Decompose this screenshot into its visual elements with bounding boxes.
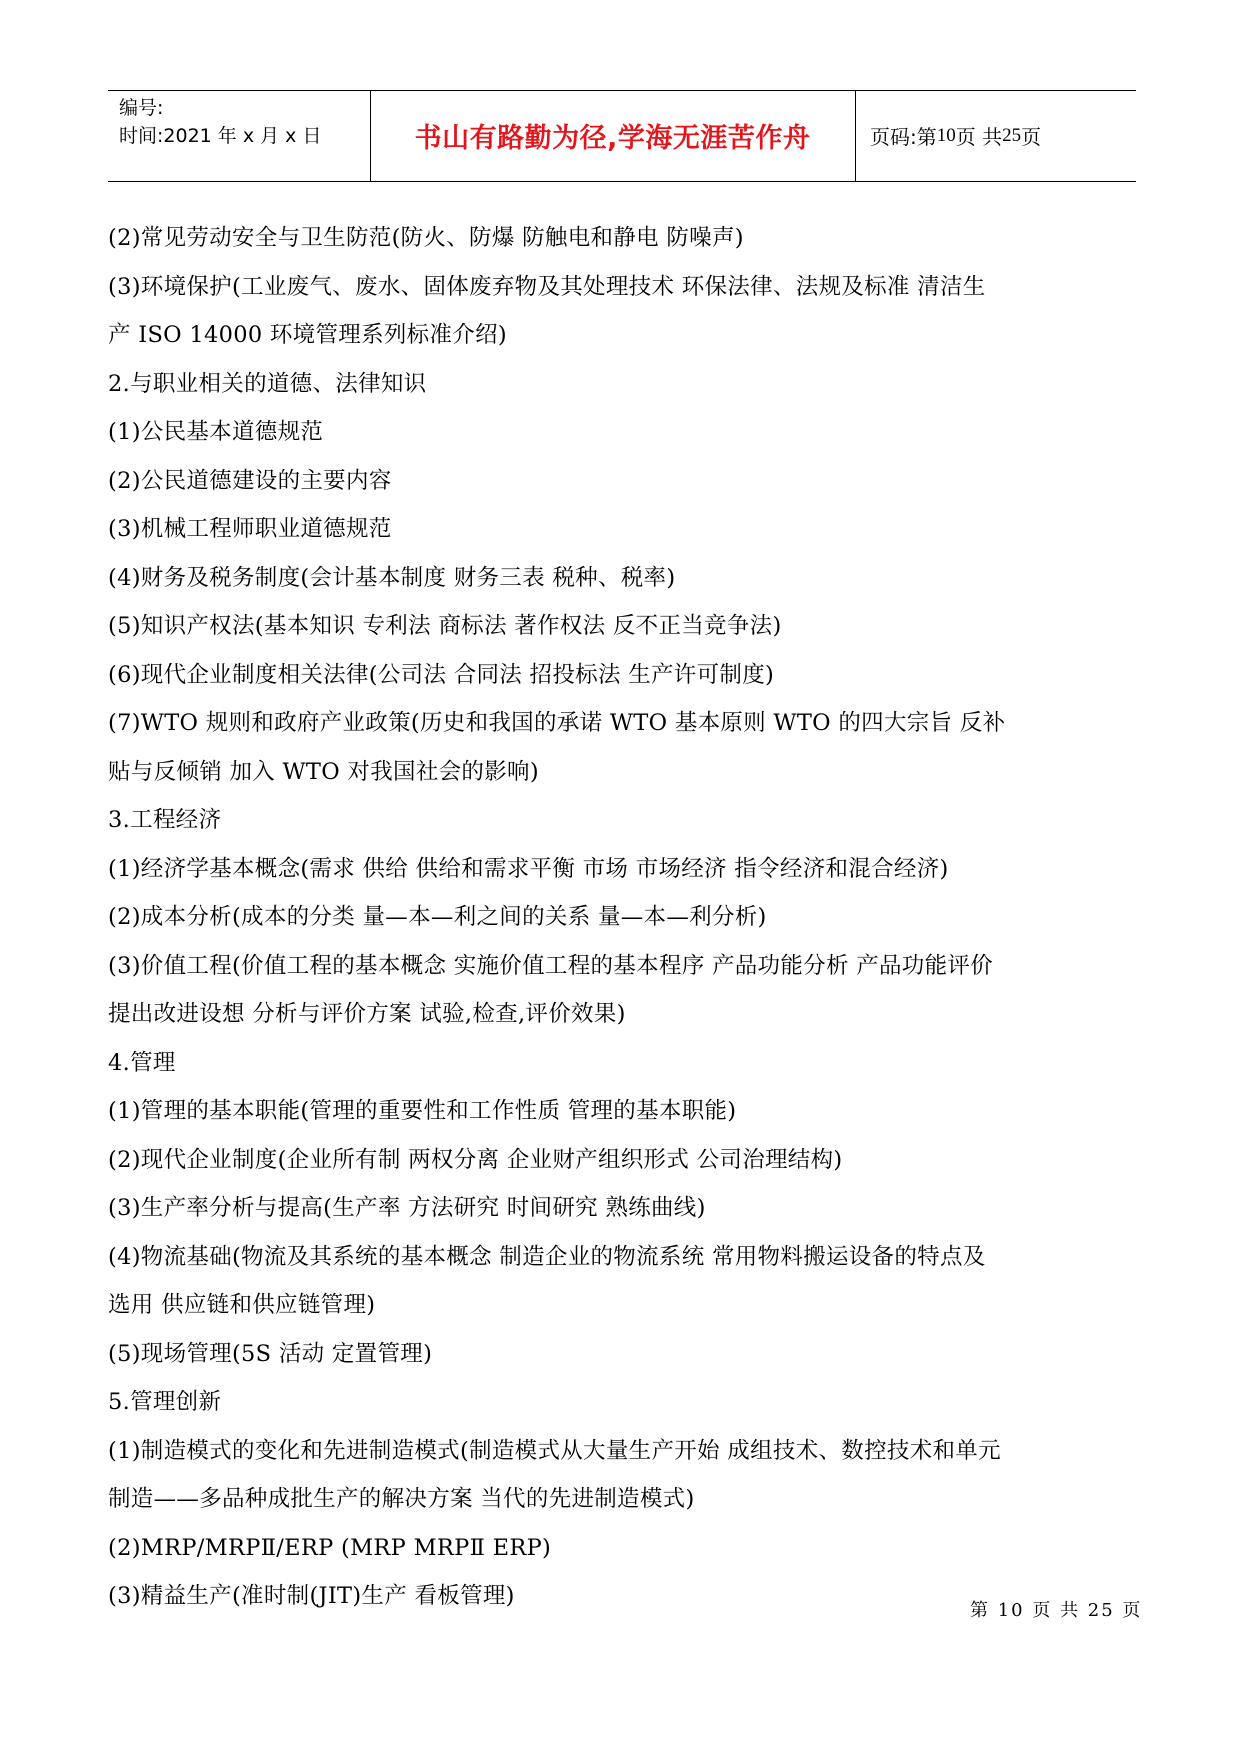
section-heading: 2.与职业相关的道德、法律知识 (108, 370, 427, 397)
page-mid: 页 共 (955, 125, 1003, 149)
text-line: (2)常见劳动安全与卫生防范(防火、防爆 防触电和静电 防噪声) (108, 225, 744, 251)
text-line: (7)WTO 规则和政府产业政策(历史和我国的承诺 WTO 基本原则 WTO 的四大宗旨 反补 (108, 710, 1006, 736)
text-line: 贴与反倾销 加入 WTO 对我国社会的影响) (108, 758, 539, 785)
text-line: (2)公民道德建设的主要内容 (108, 467, 392, 494)
header-table (108, 90, 1136, 182)
header-meta (119, 94, 321, 150)
text-line: (3)环境保护(工业废气、废水、固体废弃物及其处理技术 环保法律、法规及标准 清洁生 (108, 273, 986, 300)
section-heading: 5.管理创新 (108, 1389, 222, 1415)
text-line: (3)价值工程(价值工程的基本概念 实施价值工程的基本程序 产品功能分析 产品功能评价 (108, 952, 994, 979)
text-line: (3)机械工程师职业道德规范 (108, 516, 392, 542)
text-line: 产 ISO 14000 环境管理系列标准介绍) (108, 322, 507, 348)
text-line: (3)生产率分析与提高(生产率 方法研究 时间研究 熟练曲线) (108, 1195, 706, 1221)
text-line: (3)精益生产(准时制(JIT)生产 看板管理) (108, 1583, 515, 1609)
page-suffix: 页 (1021, 125, 1042, 149)
text-line: (1)公民基本道德规范 (108, 419, 324, 445)
page-prefix: 页码:第 (870, 125, 937, 149)
section-heading: 3.工程经济 (108, 807, 222, 833)
text-line: (4)物流基础(物流及其系统的基本概念 制造企业的物流系统 常用物料搬运设备的特点及 (108, 1243, 986, 1270)
text-line: (5)现场管理(5S 活动 定置管理) (108, 1340, 433, 1367)
text-line: (2)成本分析(成本的分类 量—本—利之间的关系 量—本—利分析) (108, 904, 767, 930)
text-line: (5)知识产权法(基本知识 专利法 商标法 著作权法 反不正当竞争法) (108, 613, 782, 639)
page-total: 25 (1002, 124, 1022, 146)
text-line: (4)财务及税务制度(会计基本制度 财务三表 税种、税率) (108, 564, 676, 591)
document-body (108, 214, 1136, 1621)
text-line: (2)现代企业制度(企业所有制 两权分离 企业财产组织形式 公司治理结构) (108, 1146, 843, 1173)
text-line: 制造——多品种成批生产的解决方案 当代的先进制造模式) (108, 1486, 695, 1512)
text-line: (1)管理的基本职能(管理的重要性和工作性质 管理的基本职能) (108, 1098, 737, 1124)
text-line: 选用 供应链和供应链管理) (108, 1292, 376, 1318)
header-page-number (870, 91, 1041, 180)
motto: 书山有路勤为径,学海无涯苦作舟 (414, 123, 811, 154)
header-divider (855, 91, 856, 181)
text-line: (1)经济学基本概念(需求 供给 供给和需求平衡 市场 市场经济 指令经济和混合经济) (108, 855, 949, 882)
text-line: 提出改进设想 分析与评价方案 试验,检查,评价效果) (108, 1001, 626, 1027)
text-line: (6)现代企业制度相关法律(公司法 合同法 招投标法 生产许可制度) (108, 661, 775, 688)
page-footer: 第 10 页 共 25 页 (970, 1600, 1143, 1621)
section-heading: 4.管理 (108, 1049, 176, 1076)
number-label: 编号: (119, 97, 164, 119)
text-line: (2)MRP/MRPⅡ/ERP (MRP MRPⅡ ERP) (108, 1534, 552, 1561)
time-label: 时间:2021 年 x 月 x 日 (119, 125, 322, 147)
text-line: (1)制造模式的变化和先进制造模式(制造模式从大量生产开始 成组技术、数控技术和单元 (108, 1437, 1001, 1464)
page-current: 10 (936, 124, 956, 146)
